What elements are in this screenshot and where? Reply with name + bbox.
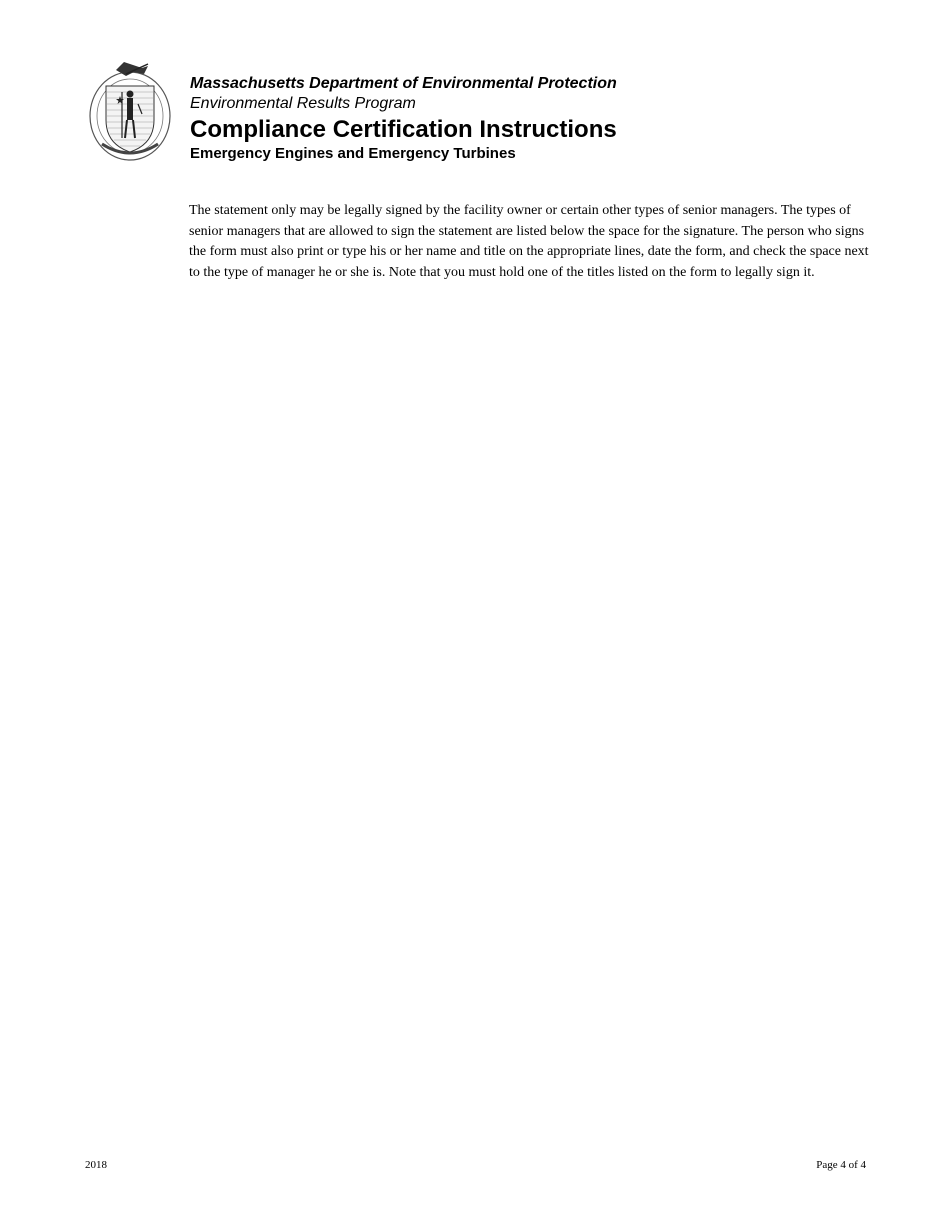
document-header <box>190 74 890 163</box>
instructions-paragraph: The statement only may be legally signed by the facility owner or certain other types of senior managers. The types of senior managers that are allowed to sign the statement are listed below the space for the signature. The person who signs the form must also print or type his or her name and title on the appropriate lines, date the form, and check the space next to the type of manager he or she is. Note that you must hold one of the titles listed on the form to legally sign it. <box>189 203 869 280</box>
page-title: Compliance Certification Instructions <box>190 116 617 143</box>
state-seal-icon <box>86 58 174 164</box>
footer-year: 2018 <box>85 1159 107 1171</box>
page-subtitle: Emergency Engines and Emergency Turbines <box>190 145 516 162</box>
page-number: Page 4 of 4 <box>816 1159 866 1171</box>
agency-name: Massachusetts Department of Environmental Protection <box>190 75 617 92</box>
program-name: Environmental Results Program <box>190 95 416 112</box>
